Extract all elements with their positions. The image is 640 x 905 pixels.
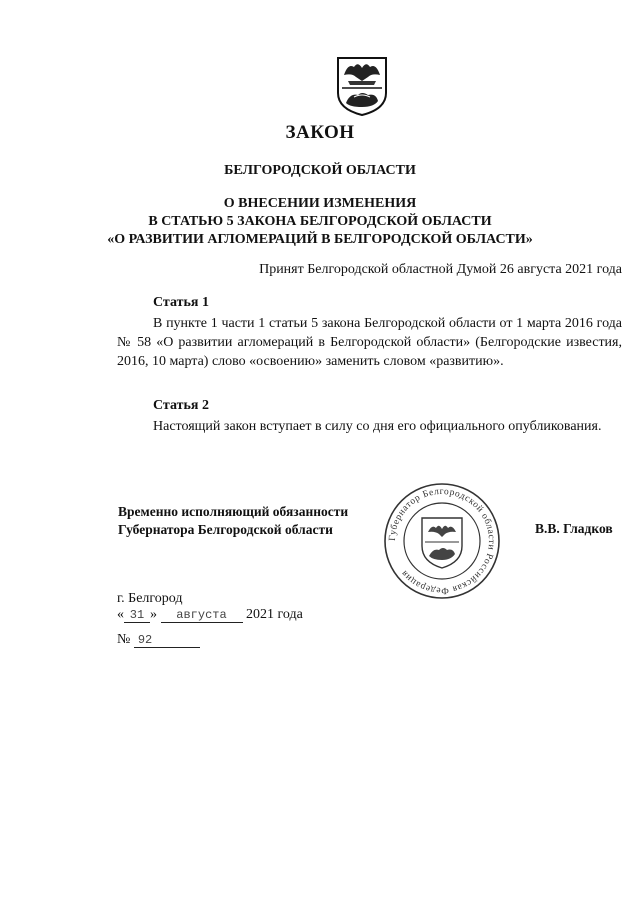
subtitle-line-1: О ВНЕСЕНИИ ИЗМЕНЕНИЯ [223,196,417,211]
article-2-heading: Статья 2 [153,398,209,413]
date-month: августа [161,608,243,623]
adoption-note: Принят Белгородской областной Думой 26 августа 2021 года [259,262,622,277]
document-region: БЕЛГОРОДСКОЙ ОБЛАСТИ [224,163,416,178]
date-close-quote: » [150,607,157,622]
signatory-title-line-1: Временно исполняющий обязанности [118,504,349,519]
number-label: № [117,632,131,647]
signatory-title-line-2: Губернатора Белгородской области [118,522,333,537]
law-number [117,632,200,648]
signing-city: г. Белгород [117,591,183,606]
number-value: 92 [134,633,200,648]
subtitle-line-2: В СТАТЬЮ 5 ЗАКОНА БЕЛГОРОДСКОЙ ОБЛАСТИ [148,214,492,229]
subtitle-line-3: «О РАЗВИТИИ АГЛОМЕРАЦИЙ В БЕЛГОРОДСКОЙ ОБЛАСТИ» [107,232,533,247]
document-title: ЗАКОН [285,122,355,143]
article-1-text: В пункте 1 части 1 статьи 5 закона Белгородской области от 1 марта 2016 года № 58 «О развитии агломераций в Белгородской области» (Белгородские известия, 2016, 10 марта) слово «освоению» заменить словом «развитию». [117,316,622,369]
date-open-quote: « [117,607,124,622]
coat-of-arms-icon [334,55,390,117]
date-year: 2021 года [246,607,303,622]
signatory-name: В.В. Гладков [535,521,613,536]
date-day: 31 [124,608,150,623]
signing-date [117,607,303,623]
article-1-heading: Статья 1 [153,295,209,310]
seal-text: Губернатор Белгородской области Российская Федерация [387,486,497,596]
official-seal-icon [383,482,501,600]
signatory-title [118,503,348,539]
article-2-text: Настоящий закон вступает в силу со дня его официального опубликования. [153,419,602,434]
